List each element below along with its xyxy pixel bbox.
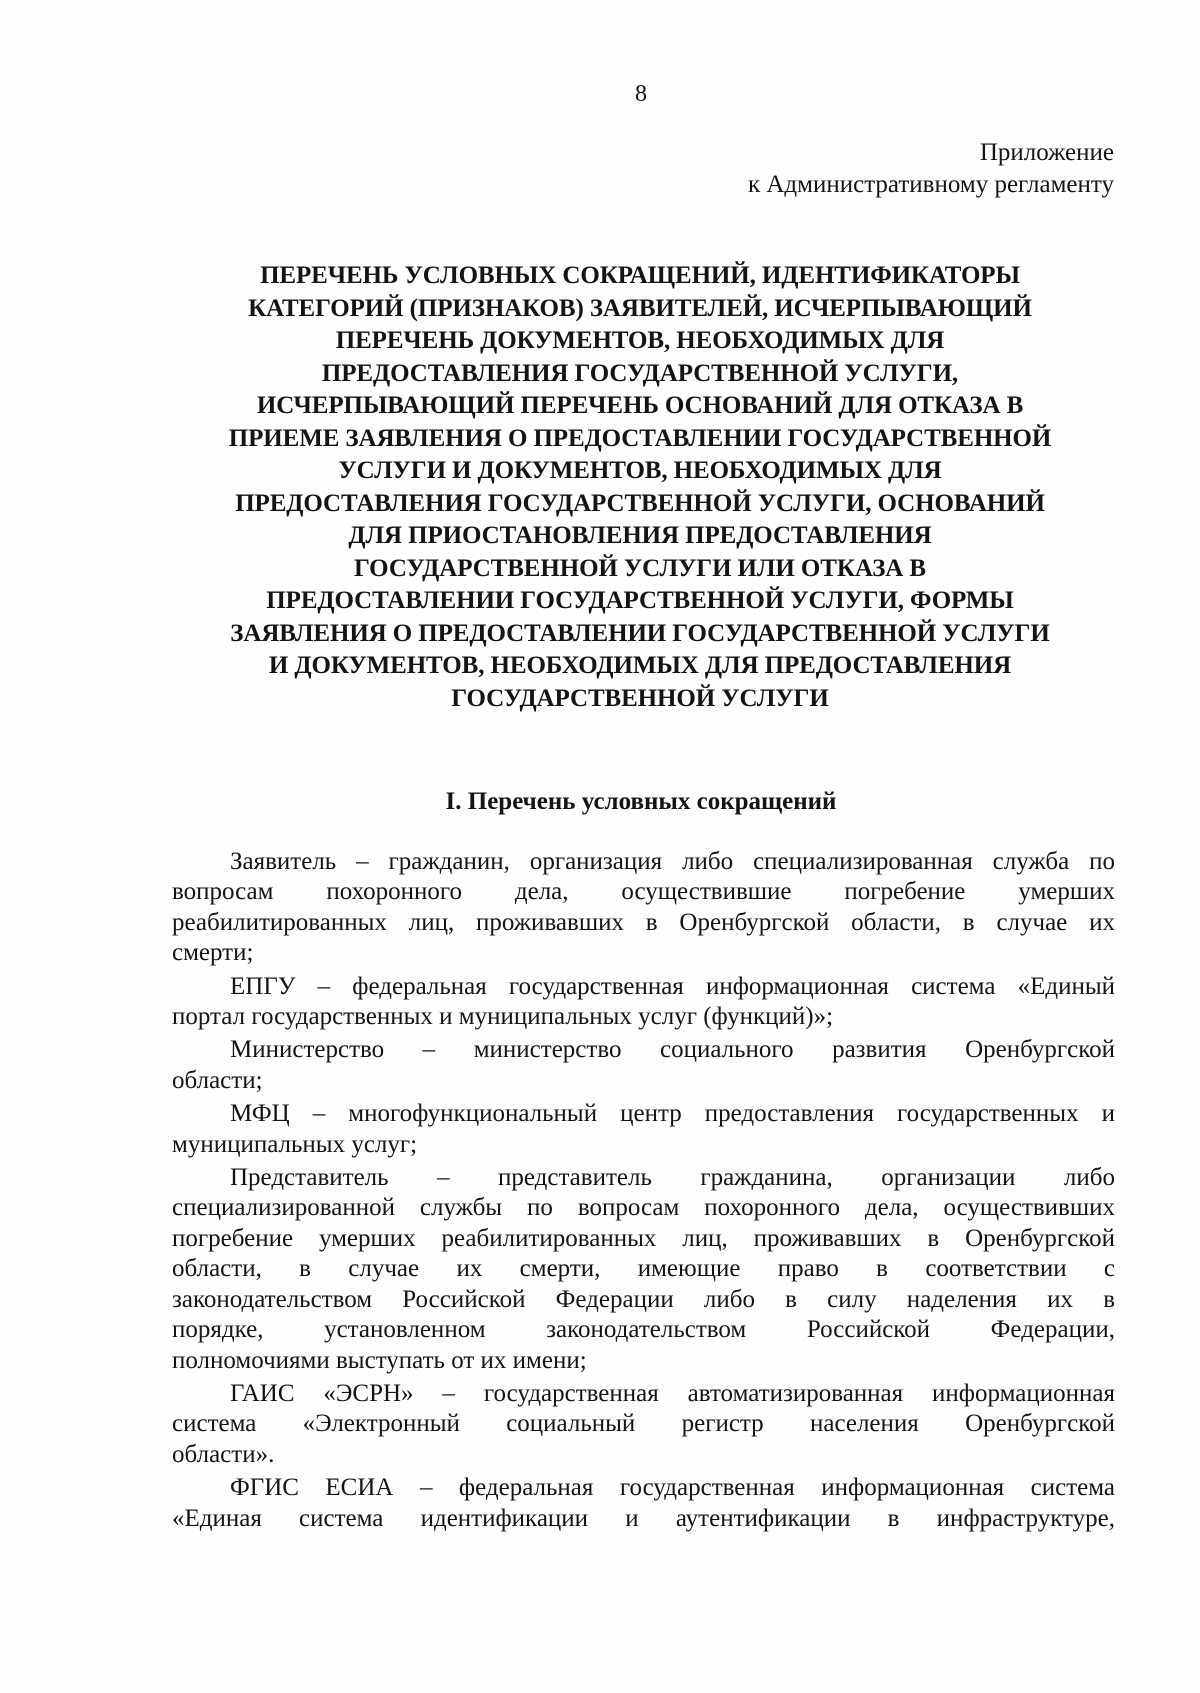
text-line: Представитель – представитель гражданина, организации либо (230, 1164, 1115, 1192)
text-line: портал государственных и муниципальных услуг (функций)»; (172, 1003, 834, 1031)
appendix-note (748, 137, 1114, 201)
title-line: ПЕРЕЧЕНЬ ДОКУМЕНТОВ, НЕОБХОДИМЫХ ДЛЯ (335, 327, 945, 354)
title-line: ПЕРЕЧЕНЬ УСЛОВНЫХ СОКРАЩЕНИЙ, ИДЕНТИФИКАТОРЫ (260, 262, 1020, 289)
text-line: ЕПГУ – федеральная государственная информационная система «Единый (230, 972, 1115, 1000)
text-line: Министерство – министерство социального развития Оренбургской (230, 1036, 1115, 1064)
appendix-line: Приложение (979, 139, 1114, 166)
title-line: ПРЕДОСТАВЛЕНИЯ ГОСУДАРСТВЕННОЙ УСЛУГИ, ОСНОВАНИЙ (235, 489, 1045, 517)
text-line: муниципальных услуг; (172, 1130, 418, 1158)
text-line: МФЦ – многофункциональный центр предоставления государственных и (230, 1100, 1115, 1128)
section-heading: I. Перечень условных сокращений (445, 788, 837, 815)
definition-applicant (172, 847, 1115, 969)
text-line: вопросам похоронного дела, осуществившие погребение умерших (172, 878, 1115, 906)
definition-fgis-esia (172, 1473, 1115, 1534)
text-line: области, в случае их смерти, имеющие право в соответствии с (172, 1255, 1115, 1283)
title-line: ДЛЯ ПРИОСТАНОВЛЕНИЯ ПРЕДОСТАВЛЕНИЯ (348, 522, 932, 549)
text-line: ФГИС ЕСИА – федеральная государственная информационная система (230, 1474, 1115, 1502)
title-line: ГОСУДАРСТВЕННОЙ УСЛУГИ ИЛИ ОТКАЗА В (353, 554, 926, 582)
page-number: 8 (635, 81, 647, 107)
text-line: «Единая система идентификации и аутентификации в инфраструктуре, (172, 1504, 1115, 1532)
definition-mfc (172, 1099, 1115, 1160)
definition-ministry (172, 1035, 1115, 1096)
text-line: Заявитель – гражданин, организация либо специализированная служба по (230, 848, 1115, 875)
document-title (160, 260, 1120, 715)
title-line: ПРИЕМЕ ЗАЯВЛЕНИЯ О ПРЕДОСТАВЛЕНИИ ГОСУДАРСТВЕННОЙ (228, 424, 1052, 452)
appendix-line: к Административному регламенту (747, 171, 1114, 198)
text-line: система «Электронный социальный регистр населения Оренбургской (172, 1410, 1115, 1438)
text-line: области; (172, 1066, 263, 1094)
text-line: погребение умерших реабилитированных лиц, проживавших в Оренбургской (172, 1224, 1115, 1252)
title-line: ЗАЯВЛЕНИЯ О ПРЕДОСТАВЛЕНИИ ГОСУДАРСТВЕННОЙ УСЛУГИ (230, 619, 1050, 647)
text-line: ГАИС «ЭСРН» – государственная автоматизированная информационная (230, 1379, 1115, 1407)
text-line: законодательством Российской Федерации либо в силу наделения их в (172, 1285, 1115, 1313)
definition-representative (172, 1163, 1115, 1376)
text-line: полномочиями выступать от их имени; (172, 1346, 587, 1374)
text-line: порядке, установленном законодательством Российской Федерации, (172, 1316, 1115, 1344)
title-line: УСЛУГИ И ДОКУМЕНТОВ, НЕОБХОДИМЫХ ДЛЯ (338, 457, 942, 484)
text-line: реабилитированных лиц, проживавших в Оренбургской области, в случае их (172, 908, 1115, 936)
definition-gais-esrn (172, 1379, 1115, 1470)
definition-epgu (172, 972, 1115, 1033)
abbreviations-list (172, 847, 1115, 1534)
title-line: КАТЕГОРИЙ (ПРИЗНАКОВ) ЗАЯВИТЕЛЕЙ, ИСЧЕРПЫВАЮЩИЙ (248, 294, 1032, 322)
title-line: ПРЕДОСТАВЛЕНИЯ ГОСУДАРСТВЕННОЙ УСЛУГИ, (321, 359, 959, 387)
title-line: ИСЧЕРПЫВАЮЩИЙ ПЕРЕЧЕНЬ ОСНОВАНИЙ ДЛЯ ОТКАЗА В (256, 392, 1024, 419)
title-line: ГОСУДАРСТВЕННОЙ УСЛУГИ (451, 684, 829, 712)
title-line: ПРЕДОСТАВЛЕНИИ ГОСУДАРСТВЕННОЙ УСЛУГИ, ФОРМЫ (266, 587, 1014, 614)
title-line: И ДОКУМЕНТОВ, НЕОБХОДИМЫХ ДЛЯ ПРЕДОСТАВЛЕНИЯ (268, 652, 1012, 679)
text-line: специализированной службы по вопросам похоронного дела, осуществивших (172, 1194, 1115, 1222)
text-line: смерти; (172, 939, 254, 967)
text-line: области». (172, 1440, 275, 1468)
